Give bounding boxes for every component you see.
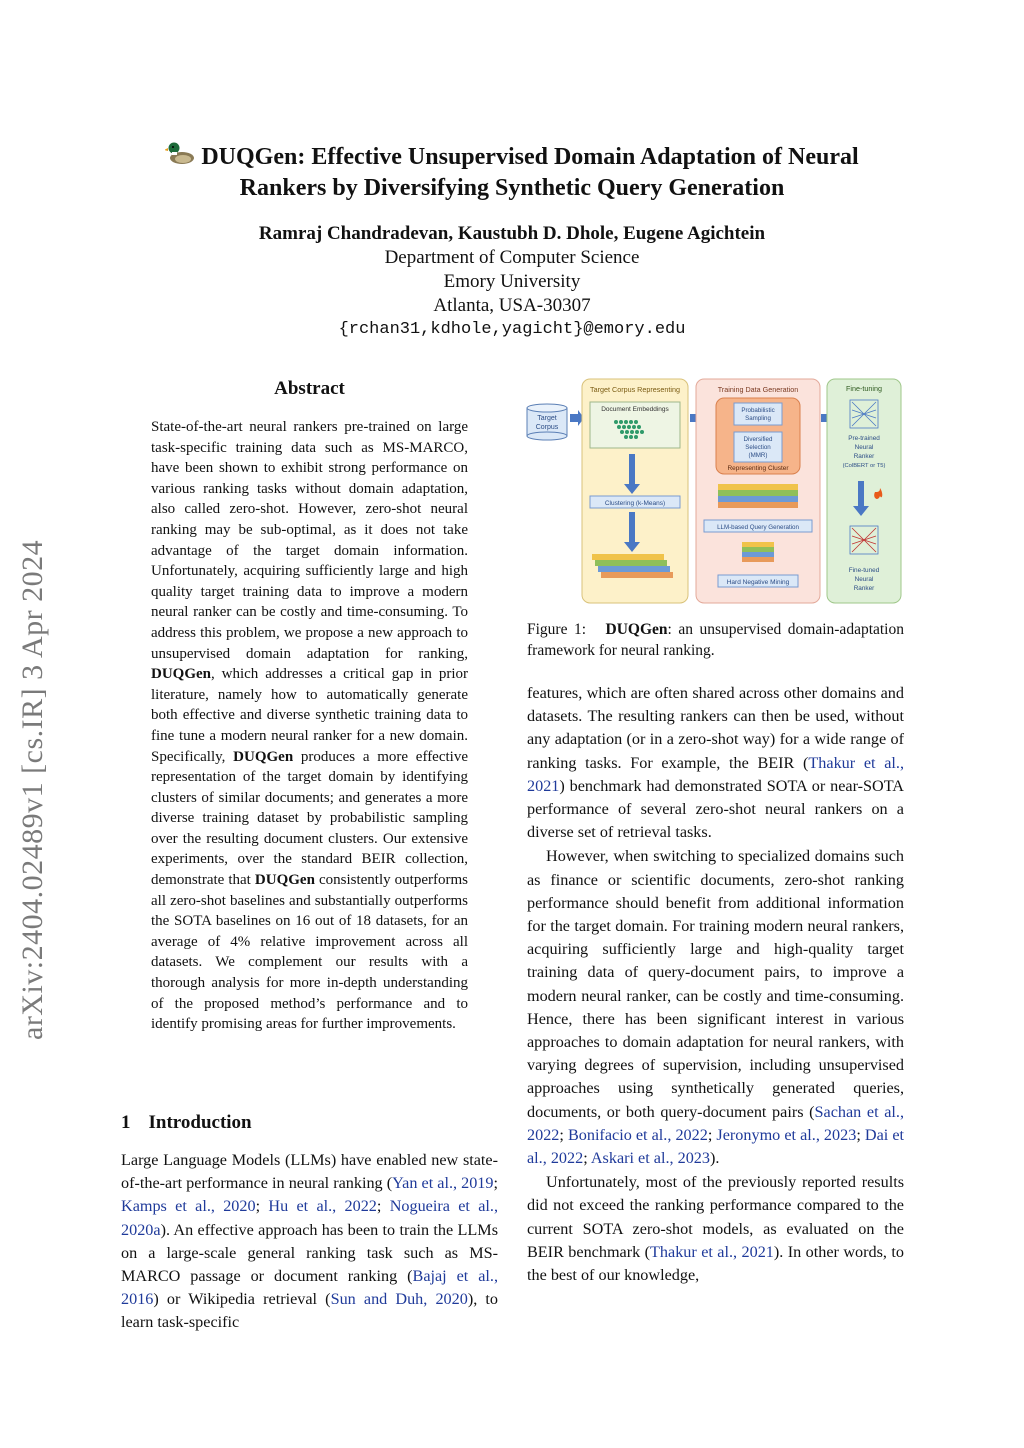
clustering-label: Clustering (k-Means) — [604, 500, 666, 507]
target-corpus-label: Target — [537, 415, 557, 422]
body-text: ; — [493, 1174, 498, 1193]
body-text: ) benchmark had demonstrated SOTA or near-SOTA performance of several zero-shot neural rankers on a diverse set of retrieval tasks. — [527, 776, 904, 842]
llm-query-label: LLM-based Query Generation — [717, 524, 799, 531]
citation-link[interactable]: Sun and Duh, 2020 — [330, 1290, 468, 1309]
abstract-text: produces a more effective representation of the target domain by identifying clusters of similar documents; and generates a more diverse training dataset by probabilistic sampling over the resulting document clusters. Our extensive experiments, over the standard BEIR collection, demonstrate that — [151, 748, 468, 889]
abstract-text: State-of-the-art neural rankers pre-trained on large task-specific training data such as MS-MARCO, have been shown to exhibit strong performance on various ranking tasks without domain adaptation, also called zero-shot. However, zero-shot neural ranking may be sub-optimal, as it does not take advantage of the target domain information. Unfortunately, acquiring sufficiently large and high quality target training data to improve a modern neural ranker can be costly and time-consuming. To address this problem, we propose a new approach to unsupervised domain adaptation for ranking, — [151, 419, 468, 662]
paragraph — [527, 845, 904, 1170]
paragraph — [527, 1171, 904, 1287]
body-text: ; — [707, 1125, 717, 1144]
right-column-text — [527, 682, 904, 1287]
body-text: ). In other words, to the best of our knowledge, — [527, 1242, 904, 1285]
cluster-stack-icon — [592, 554, 673, 578]
university: Emory University — [443, 271, 581, 292]
citation-link[interactable]: Nogueira et al., 2020a — [121, 1197, 498, 1239]
citation-link[interactable]: Hu et al., 2022 — [268, 1197, 377, 1216]
section-title: Introduction — [148, 1112, 252, 1133]
rep-cluster-label: Representing Cluster — [727, 465, 789, 472]
method-name: DUQGen — [233, 748, 294, 765]
citation-link[interactable]: Bonifacio et al., 2022 — [567, 1125, 708, 1144]
selected-docs-icon — [718, 484, 798, 508]
prob-sampling-label: Probabilistic — [741, 407, 775, 414]
method-name: DUQGen — [151, 666, 211, 683]
citation-link[interactable]: Jeronymo et al., 2023 — [716, 1125, 857, 1144]
diversified-label: (MMR) — [748, 452, 768, 459]
body-text: ; — [376, 1197, 390, 1216]
prob-sampling-label: Sampling — [745, 415, 771, 422]
duck-icon — [165, 140, 195, 174]
method-name: DUQGen — [254, 872, 315, 889]
body-text: ). An effective approach has been to train the LLMs on a large-scale general ranking task such as MS-MARCO passage or document ranking ( — [121, 1220, 498, 1286]
abstract-heading: Abstract — [274, 378, 345, 399]
panel-title: Fine-tuning — [846, 384, 882, 393]
body-text: ; — [856, 1125, 865, 1144]
method-name: DUQGen — [605, 621, 668, 638]
citation-link[interactable]: Thakur et al., 2021 — [527, 753, 905, 795]
finetuned-label: Neural — [854, 576, 874, 583]
body-text: ; — [559, 1125, 568, 1144]
diversified-label: Diversified — [743, 436, 773, 443]
abstract-body — [151, 417, 468, 1035]
caption-text: : an unsupervised domain-adaptation framework for neural ranking. — [527, 621, 904, 659]
body-text: ; — [255, 1197, 269, 1216]
arxiv-sidebar-stamp: arXiv:2404.02489v1 [cs.IR] 3 Apr 2024 — [16, 539, 49, 1040]
body-text: ). — [710, 1149, 720, 1168]
finetuned-label: Fine-tuned — [848, 567, 880, 574]
citation-link[interactable]: Kamps et al., 2020 — [121, 1197, 256, 1216]
pretrained-label: Ranker — [853, 453, 875, 460]
body-text: ), to learn task-specific — [121, 1290, 499, 1332]
citation-link[interactable]: Askari et al., 2023 — [590, 1149, 710, 1168]
finetuned-label: Ranker — [853, 585, 875, 592]
abstract-text: , which addresses a critical gap in prior literature, namely how to automatically generate both effective and diverse synthetic training data to fine tune a modern neural ranker for a new domain. Specifically, — [151, 666, 468, 765]
author-names: Ramraj Chandradevan, Kaustubh D. Dhole, Eugene Agichtein — [258, 223, 766, 244]
doc-embeddings-label: Document Embeddings — [601, 406, 669, 413]
figure-1-diagram — [524, 376, 908, 606]
target-corpus-icon — [527, 404, 567, 440]
panel-title: Training Data Generation — [717, 385, 799, 394]
citation-link[interactable]: Bajaj et al., 2016 — [121, 1267, 498, 1309]
body-text: Large Language Models (LLMs) have enabled new state-of-the-art performance in neural ranking ( — [121, 1151, 498, 1193]
body-text: features, which are often shared across other domains and datasets. The resulting rankers can then be used, without any adaptation (or in a zero-shot way) for a wide range of ranking tasks. For example, the BEIR ( — [527, 684, 904, 772]
query-docs-icon — [742, 542, 774, 562]
citation-link[interactable]: Thakur et al., 2021 — [650, 1242, 774, 1261]
caption-label: Figure 1: — [527, 621, 587, 638]
pretrained-label: Pre-trained — [848, 435, 880, 442]
citation-link[interactable]: Sachan et al., 2022 — [527, 1102, 904, 1144]
body-text: Unfortunately, most of the previously reported results did not exceed the ranking performance compared to the current SOTA zero-shot models, as evaluated on the BEIR benchmark ( — [527, 1173, 904, 1261]
body-text: However, when switching to specialized domains such as finance or scientific documents, zero-shot ranking performance should benefit from additional information for the target domain. For training modern neural rankers, acquiring sufficiently large and high-quality target training data of query-document pairs, to improve a modern neural ranker, can be costly and time-consuming. Hence, there has been significant interest in various approaches to domain adaptation for neural rankers, with varying degrees of supervision, including unsupervised approaches using synthetically generated queries, documents, or both query-document pairs ( — [527, 847, 904, 1121]
body-text: ) or Wikipedia retrieval ( — [153, 1290, 331, 1309]
intro-paragraph — [121, 1149, 498, 1335]
paragraph — [527, 682, 904, 844]
emails: {rchan31,kdhole,yagicht}@emory.edu — [338, 320, 686, 339]
abstract-text: consistently outperforms all zero-shot baselines and substantially outperforms the SOTA baselines on 16 out of 18 datasets, for an average of 4% relative improvement across all datasets. We complement our results with a thorough analysis for more in-depth understanding of the proposed method’s performance and to identify promising areas for further improvements. — [151, 872, 468, 1033]
diversified-label: Selection — [745, 444, 771, 451]
title-line-2: Rankers by Diversifying Synthetic Query Generation — [239, 175, 785, 201]
author-block — [120, 222, 904, 342]
citation-link[interactable]: Dai et al., 2022 — [527, 1125, 905, 1168]
citation-link[interactable]: Yan et al., 2019 — [392, 1174, 494, 1193]
hard-neg-label: Hard Negative Mining — [726, 579, 790, 586]
department: Department of Computer Science — [384, 247, 640, 268]
pretrained-label: Neural — [854, 444, 874, 451]
pretrained-label: (ColBERT or T5) — [842, 463, 886, 469]
body-text: ; — [583, 1149, 591, 1168]
target-corpus-label: Corpus — [535, 424, 559, 431]
section-number: 1 — [121, 1112, 131, 1133]
title-line-1: DUQGen: Effective Unsupervised Domain Adaptation of Neural — [201, 144, 859, 170]
panel-title: Target Corpus Representing — [590, 385, 680, 394]
section-heading-introduction — [121, 1112, 270, 1134]
paper-title — [120, 140, 904, 203]
location: Atlanta, USA-30307 — [433, 295, 591, 316]
figure-1-caption — [527, 620, 904, 661]
